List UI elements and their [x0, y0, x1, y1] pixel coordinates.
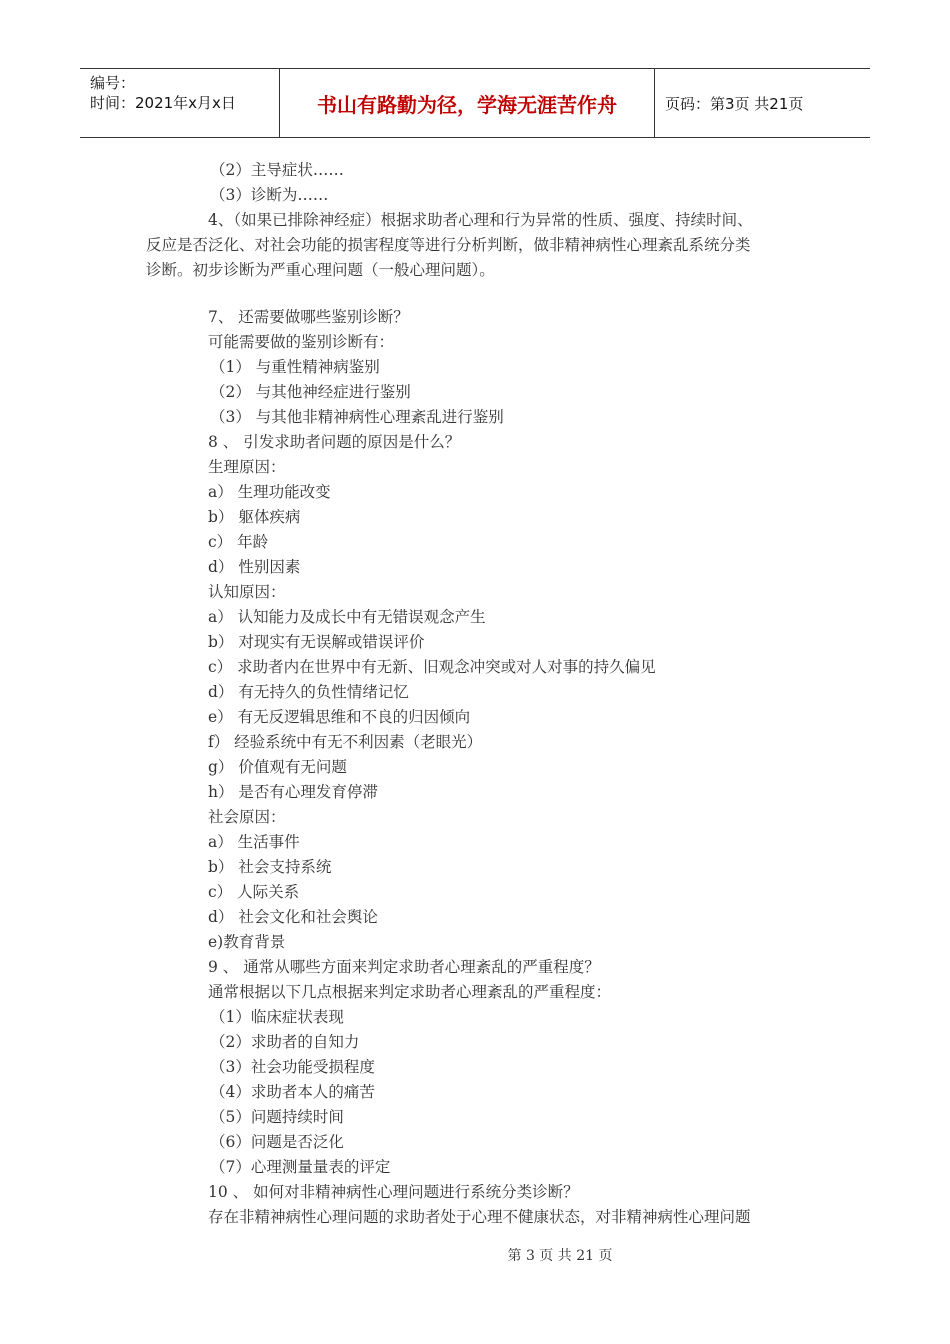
list-item: （6）问题是否泛化 — [210, 1133, 344, 1151]
question-heading: 8 、 引发求助者问题的原因是什么？ — [208, 433, 461, 451]
list-item: （2）求助者的自知力 — [210, 1033, 360, 1051]
list-item: c） 求助者内在世界中有无新、旧观念冲突或对人对事的持久偏见 — [208, 658, 656, 676]
question-heading: 10 、 如何对非精神病性心理问题进行系统分类诊断？ — [208, 1183, 579, 1201]
list-item: （3） 与其他非精神病性心理紊乱进行鉴别 — [210, 408, 504, 426]
list-item: d） 性别因素 — [208, 558, 301, 576]
list-item: d） 有无持久的负性情绪记忆 — [208, 683, 409, 701]
list-item: a） 认知能力及成长中有无错误观念产生 — [208, 608, 486, 626]
page-header — [80, 68, 870, 138]
list-item: （7）心理测量量表的评定 — [210, 1158, 391, 1176]
header-motto: 书山有路勤为径，学海无涯苦作舟 — [280, 69, 655, 137]
list-item: c） 人际关系 — [208, 883, 300, 901]
list-item: c） 年龄 — [208, 533, 269, 551]
text-line: 可能需要做的鉴别诊断有： — [208, 333, 395, 351]
section-label: 生理原因： — [208, 458, 286, 476]
list-item: b） 社会支持系统 — [208, 858, 332, 876]
text-line: 4、（如果已排除神经症）根据求助者心理和行为异常的性质、强度、持续时间、 — [208, 211, 753, 229]
text-line: 诊断。初步诊断为严重心理问题（一般心理问题）。 — [146, 261, 495, 279]
page-footer: 第 3 页 共 21 页 — [507, 1248, 613, 1264]
list-item: a） 生活事件 — [208, 833, 300, 851]
text-line: 反应是否泛化、对社会功能的损害程度等进行分析判断，做非精神病性心理紊乱系统分类 — [146, 236, 751, 254]
section-label: 认知原因： — [208, 583, 286, 601]
list-item: e)教育背景 — [208, 933, 286, 951]
list-item: （2） 与其他神经症进行鉴别 — [210, 383, 411, 401]
list-item: （5）问题持续时间 — [210, 1108, 344, 1126]
time-label: 时间：2021年x月x日 — [90, 94, 236, 112]
text-line: 通常根据以下几点根据来判定求助者心理紊乱的严重程度： — [208, 983, 612, 1001]
question-heading: 7、 还需要做哪些鉴别诊断？ — [208, 308, 409, 326]
section-label: 社会原因： — [208, 808, 286, 826]
list-item: a） 生理功能改变 — [208, 483, 331, 501]
list-item: （4）求助者本人的痛苦 — [210, 1083, 375, 1101]
list-item: h） 是否有心理发育停滞 — [208, 783, 378, 801]
text-line: （2）主导症状…… — [210, 161, 344, 179]
question-heading: 9 、 通常从哪些方面来判定求助者心理紊乱的严重程度？ — [208, 958, 600, 976]
text-line: （3）诊断为…… — [210, 186, 329, 204]
list-item: e） 有无反逻辑思维和不良的归因倾向 — [208, 708, 471, 726]
list-item: （3）社会功能受损程度 — [210, 1058, 375, 1076]
list-item: b） 躯体疾病 — [208, 508, 301, 526]
list-item: g） 价值观有无问题 — [208, 758, 347, 776]
text-line: 存在非精神病性心理问题的求助者处于心理不健康状态，对非精神病性心理问题 — [208, 1208, 751, 1226]
list-item: f） 经验系统中有无不利因素（老眼光） — [208, 733, 483, 751]
list-item: （1） 与重性精神病鉴别 — [210, 358, 380, 376]
header-page-number: 页码：第3页 共21页 — [665, 94, 804, 113]
number-label: 编号： — [90, 74, 136, 92]
list-item: （1）临床症状表现 — [210, 1008, 344, 1026]
list-item: d） 社会文化和社会舆论 — [208, 908, 378, 926]
list-item: b） 对现实有无误解或错误评价 — [208, 633, 425, 651]
header-meta — [80, 69, 280, 137]
